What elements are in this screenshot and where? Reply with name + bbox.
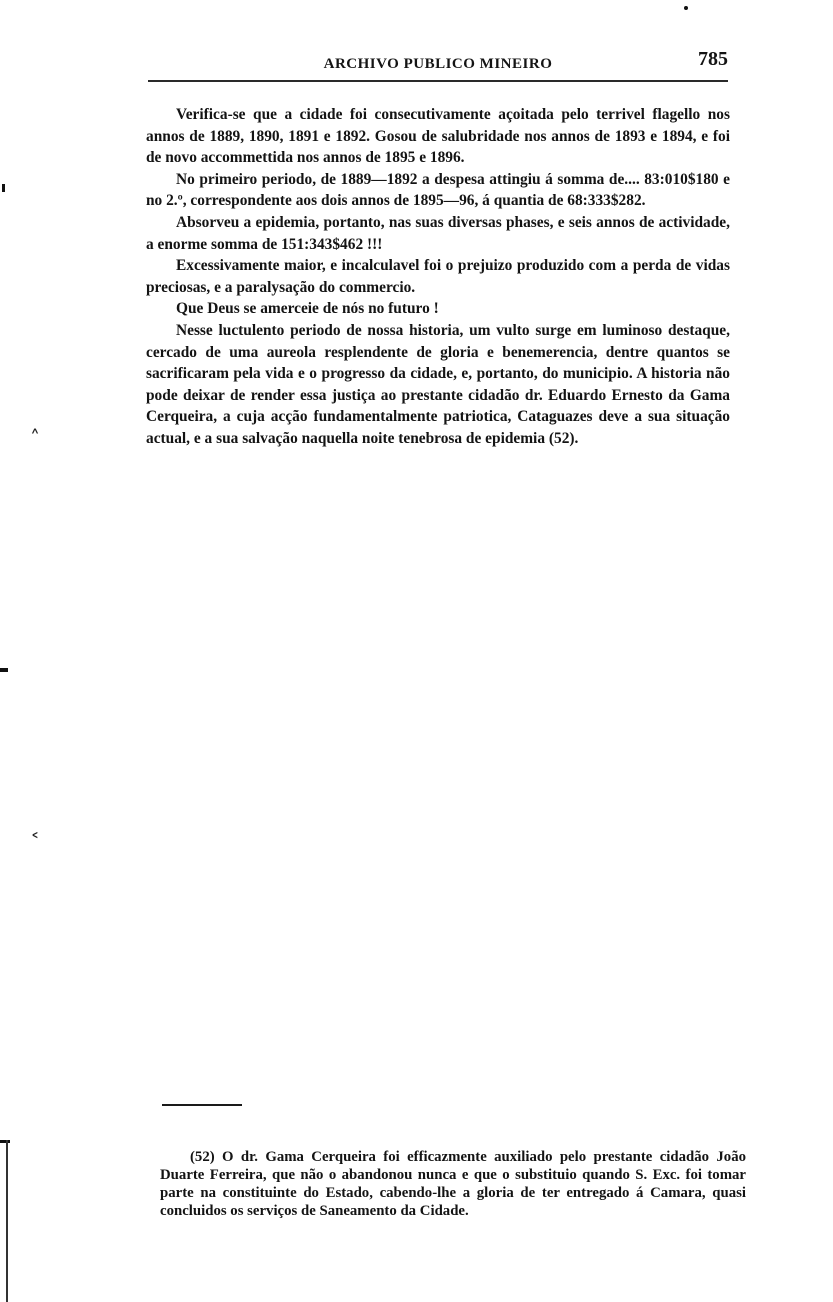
header-rule xyxy=(148,80,728,82)
scan-mark xyxy=(0,668,8,672)
scan-speck xyxy=(2,184,5,192)
paragraph: Que Deus se amerceie de nós no futuro ! xyxy=(176,300,439,318)
running-title: ARCHIVO PUBLICO MINEIRO xyxy=(323,56,553,72)
binding-edge xyxy=(0,1140,10,1143)
main-text xyxy=(146,104,730,450)
footnote-rule xyxy=(162,1104,242,1106)
paragraph: Excessivamente maior, e incalculavel foi o prejuizo produzido com a perda de vidas preciosas, e a paralysação do commercio. xyxy=(146,257,730,296)
scan-mark-glyph: ˂ xyxy=(30,830,40,854)
paragraph: Absorveu a epidemia, portanto, nas suas diversas phases, e seis annos de actividade, a enorme somma de 151:343$462 !!! xyxy=(146,213,730,253)
scan-speck xyxy=(684,6,688,10)
paragraph: No primeiro periodo, de 1889—1892 a despesa attingiu á somma de.... 83:010$180 e no 2.º, correspondente aos dois annos de 1895—96, á quantia de 68:333$282. xyxy=(146,170,730,210)
footnote-text: (52) O dr. Gama Cerqueira foi efficazmente auxiliado pelo prestante cidadão João Duarte Ferreira, que não o abandonou nunca e que o substituio quando S. Exc. foi tomar parte na constituinte do Estado, cabendo-lhe a gloria de ter entregado á Camara, quasi concluidos os serviços de Saneamento da Cidade. xyxy=(160,1149,746,1219)
paragraph: Verifica-se que a cidade foi consecutivamente açoitada pelo terrivel flagello nos annos de 1889, 1890, 1891 e 1892. Gosou de salubridade nos annos de 1893 e 1894, e foi de novo accommettida nos annos de 1895 e 1896. xyxy=(146,106,730,167)
footnote xyxy=(160,1148,746,1220)
page-header xyxy=(148,48,728,76)
paragraph: Nesse luctulento periodo de nossa historia, um vulto surge em luminoso destaque, cercado de uma aureola resplendente de gloria e benemerencia, dentre quantos se sacrificaram pela vida e o progresso da cidade, e, portanto, do municipio. A historia não pode deixar de render essa justiça ao prestante cidadão dr. Eduardo Ernesto da Gama Cerqueira, a cuja acção fundamentalmente patriotica, Cataguazes deve a sua situação actual, e a sua salvação naquella noite tenebrosa de epidemia (52). xyxy=(146,321,730,447)
page-number: 785 xyxy=(698,48,728,70)
binding-edge xyxy=(6,1140,8,1302)
scan-mark-glyph: ˄ xyxy=(30,426,40,450)
